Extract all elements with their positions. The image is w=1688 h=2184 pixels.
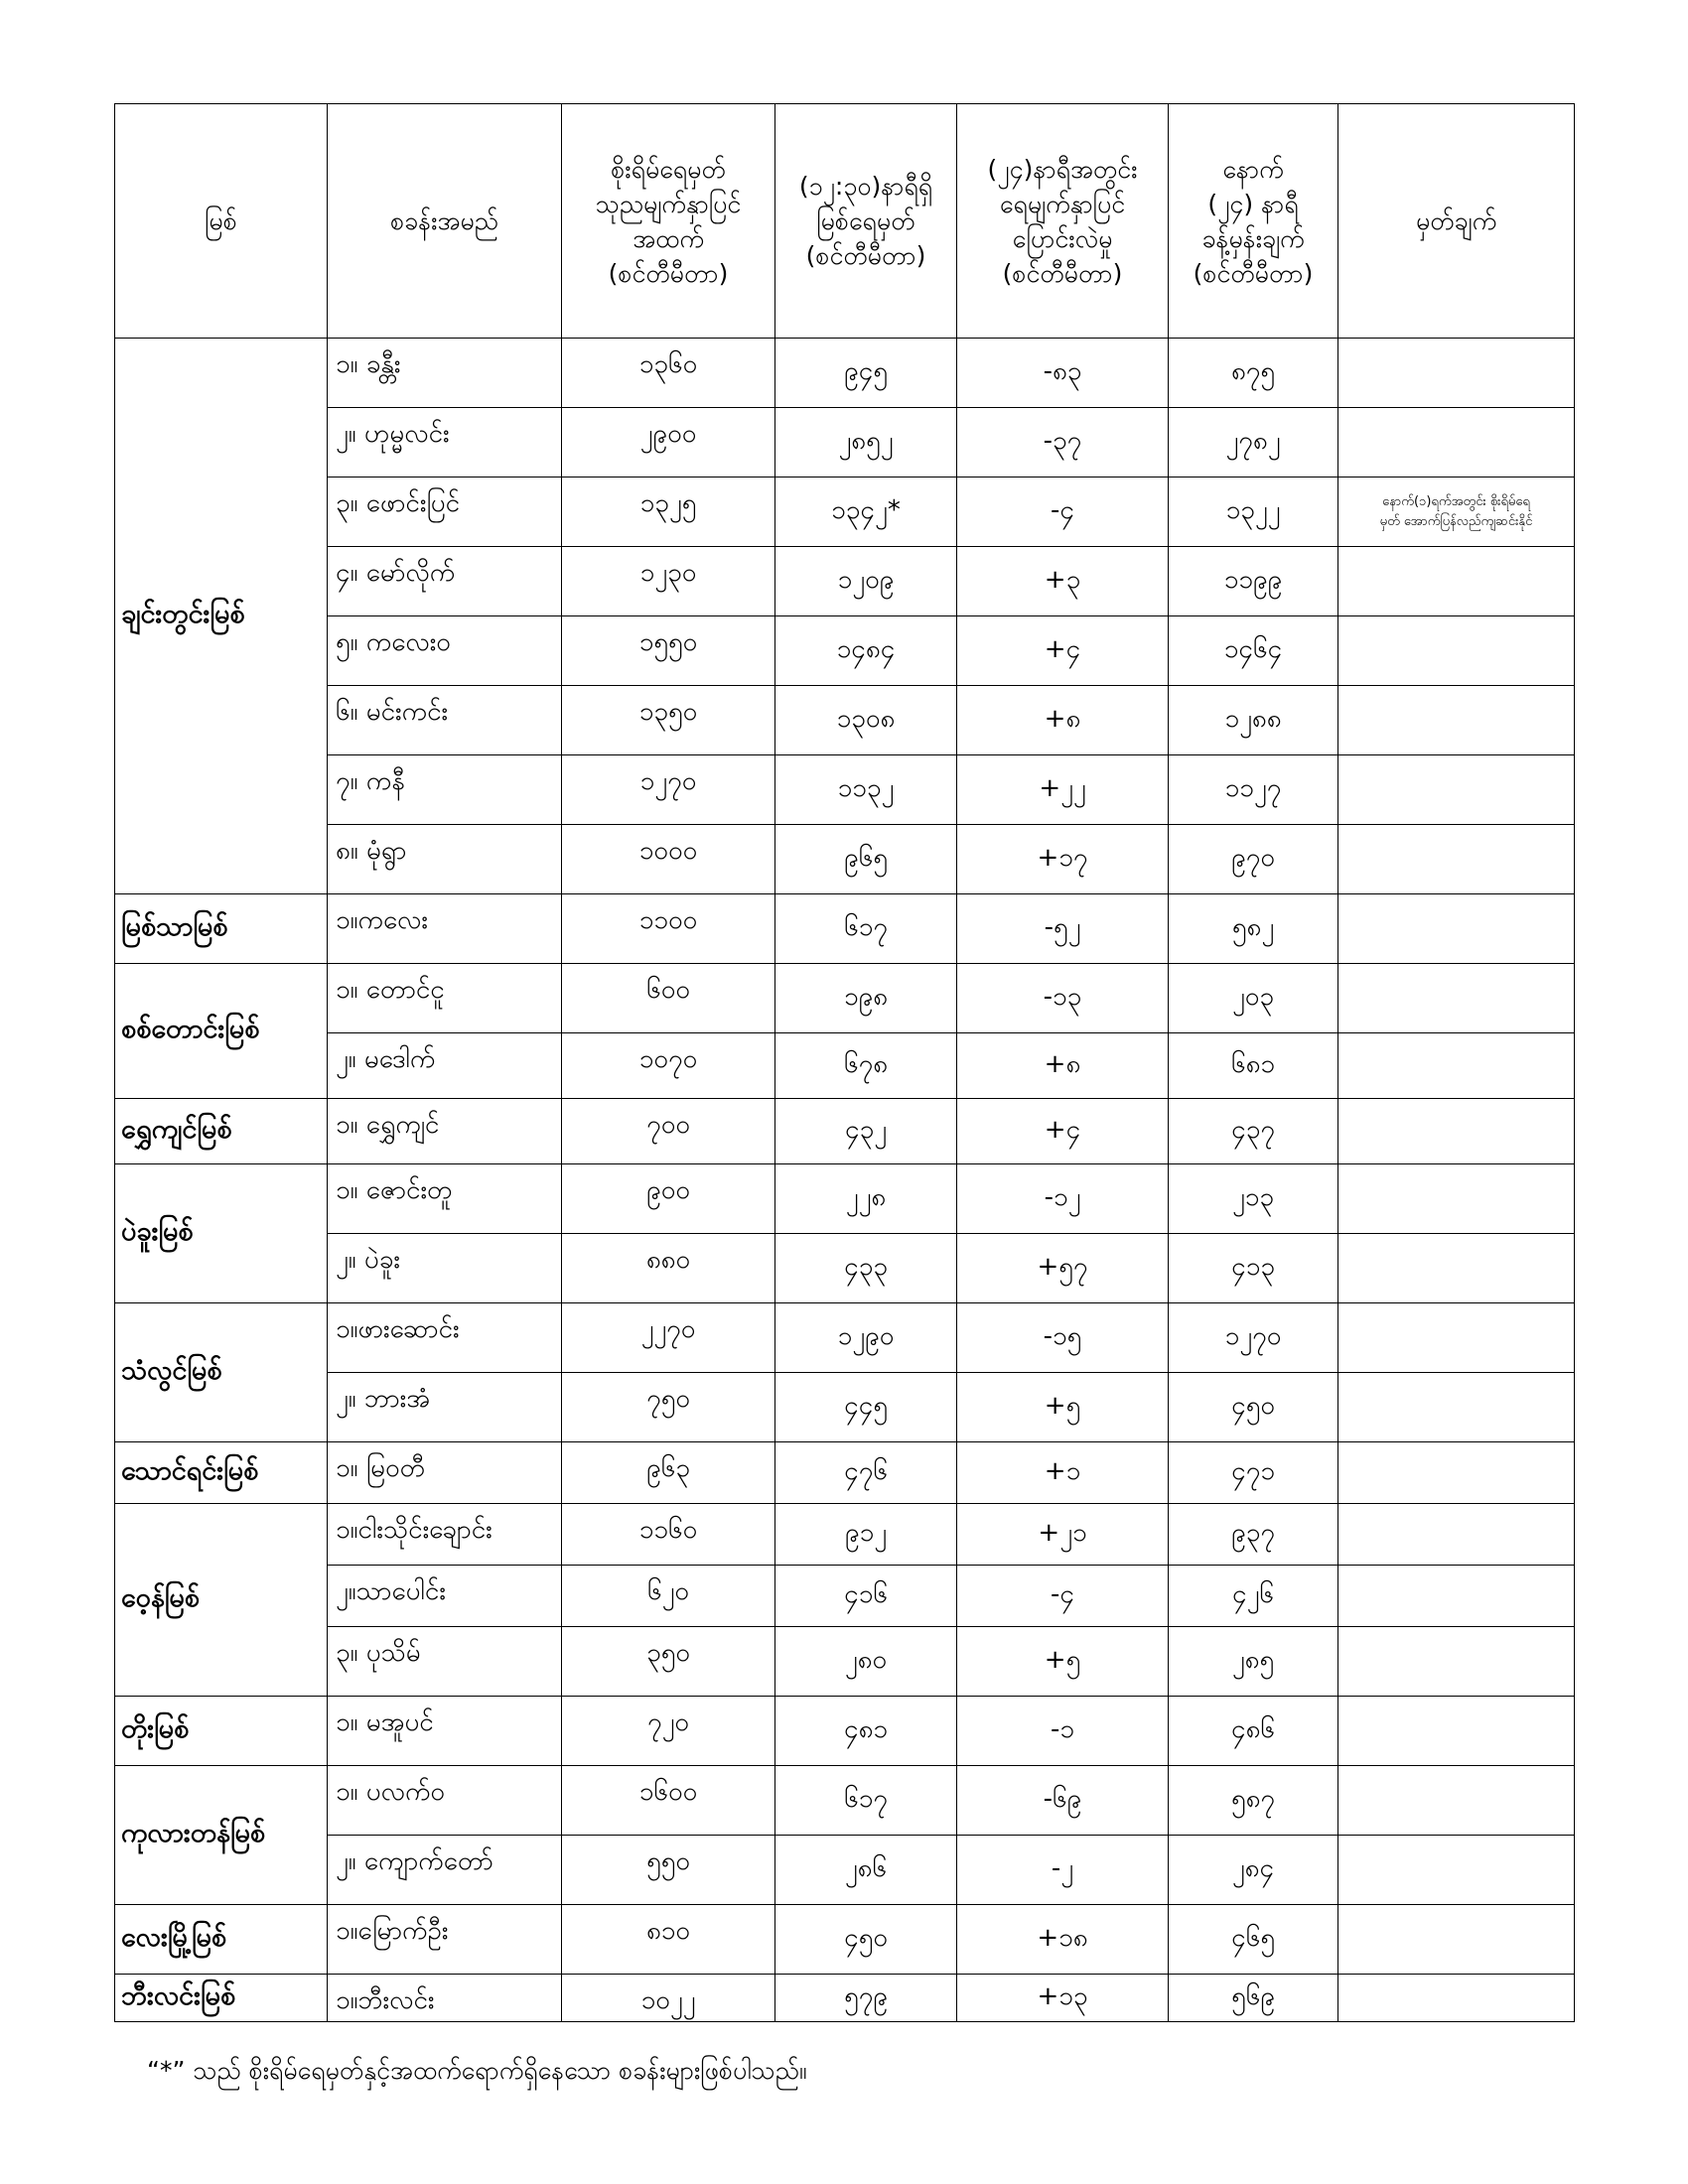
table-row [115,1442,1575,1504]
current-level-cell: ၉၆၅ [775,825,957,894]
table-row [115,1975,1575,2022]
remark-cell [1338,825,1575,894]
forecast-cell: ၂၁၃ [1169,1164,1338,1234]
remark-cell [1338,1033,1575,1099]
table-row [115,1099,1575,1164]
station-cell: ၁။ ဇောင်းတူ [328,1164,562,1234]
change-cell: -၃၇ [957,408,1169,478]
change-cell: +၁၇ [957,825,1169,894]
danger-level-cell: ၁၃၂၅ [562,478,775,547]
footnote: “*” သည် စိုးရိမ်ရေမှတ်နှင့်အထက်ရောက်ရှိနေသော စခန်းများဖြစ်ပါသည်။ [147,2056,807,2085]
remark-cell [1338,1697,1575,1766]
danger-level-cell: ၆၀၀ [562,964,775,1033]
river-name-cell: ဘီးလင်းမြစ် [115,1975,328,2022]
header-change [957,104,1169,339]
station-cell: ၃။ ဖောင်းပြင် [328,478,562,547]
station-cell: ၁။ကလေး [328,894,562,964]
forecast-cell: ၁၂၈၈ [1169,686,1338,755]
table-row [115,1566,1575,1627]
current-level-cell: ၁၂၉၀ [775,1303,957,1373]
current-level-cell: ၅၇၉ [775,1975,957,2022]
forecast-cell: ၁၄၆၄ [1169,616,1338,686]
change-cell: +၃ [957,547,1169,616]
danger-level-cell: ၁၁၀၀ [562,894,775,964]
danger-level-cell: ၁၀၇၀ [562,1033,775,1099]
station-cell: ၁။ ပလက်ဝ [328,1766,562,1836]
remark-cell [1338,1504,1575,1566]
header-line: (စင်တီမီတာ) [805,241,926,270]
station-cell: ၂။ ဘားအံ [328,1373,562,1442]
change-cell: +၈ [957,686,1169,755]
remark-cell [1338,1442,1575,1504]
remark-cell [1338,755,1575,825]
station-cell: ၁။ဖားဆောင်း [328,1303,562,1373]
change-cell: +၂၂ [957,755,1169,825]
station-cell: ၁။ မြဝတီ [328,1442,562,1504]
danger-level-cell: ၁၁၆၀ [562,1504,775,1566]
header-line: (စင်တီမီတာ) [1193,258,1314,288]
table-row [115,894,1575,964]
table-row [115,1504,1575,1566]
river-name-cell: မြစ်သာမြစ် [115,894,328,964]
table-row [115,1697,1575,1766]
forecast-cell: ၁၁၉၉ [1169,547,1338,616]
forecast-cell: ၂၇၈၂ [1169,408,1338,478]
forecast-cell: ၄၁၃ [1169,1234,1338,1303]
station-cell: ၂။ ဟုမ္မလင်း [328,408,562,478]
header-line: ပြောင်းလဲမှု [1012,223,1113,253]
remark-cell [1338,1373,1575,1442]
change-cell: -၅၂ [957,894,1169,964]
change-cell: +၁၃ [957,1975,1169,2022]
station-cell: ၇။ ကနီ [328,755,562,825]
forecast-cell: ၄၃၇ [1169,1099,1338,1164]
current-level-cell: ၄၃၂ [775,1099,957,1164]
header-line: နောက် [1222,154,1284,184]
river-name-cell: သံလွင်မြစ် [115,1303,328,1442]
station-cell: ၅။ ကလေးဝ [328,616,562,686]
change-cell: -၄ [957,478,1169,547]
station-cell: ၁။မြောက်ဦး [328,1905,562,1975]
danger-level-cell: ၇၂၀ [562,1697,775,1766]
change-cell: -၄ [957,1566,1169,1627]
remark-cell [1338,686,1575,755]
header-line: စိုးရိမ်ရေမှတ် [611,154,726,184]
station-cell: ၈။ မုံရွာ [328,825,562,894]
header-remark: မှတ်ချက် [1338,104,1575,339]
danger-level-cell: ၉၀၀ [562,1164,775,1234]
change-cell: -၁၃ [957,964,1169,1033]
current-level-cell: ၆၇၈ [775,1033,957,1099]
table-row [115,478,1575,547]
table-body [115,339,1575,2022]
danger-level-cell: ၁၀၂၂ [562,1975,775,2022]
change-cell: -၁၅ [957,1303,1169,1373]
forecast-cell: ၁၃၂၂ [1169,478,1338,547]
current-level-cell: ၂၈၀ [775,1627,957,1697]
river-name-cell: စစ်တောင်းမြစ် [115,964,328,1099]
current-level-cell: ၁၄၈၄ [775,616,957,686]
danger-level-cell: ၉၆၃ [562,1442,775,1504]
danger-level-cell: ၈၈၀ [562,1234,775,1303]
forecast-cell: ၈၇၅ [1169,339,1338,408]
table-row [115,755,1575,825]
table-row [115,825,1575,894]
forecast-cell: ၅၈၂ [1169,894,1338,964]
river-name-cell: လေးမြို့မြစ် [115,1905,328,1975]
river-name-cell: ကုလားတန်မြစ် [115,1766,328,1905]
table-row [115,1836,1575,1905]
header-line: သုညမျက်နှာပြင် [595,189,742,218]
remark-cell [1338,478,1575,547]
forecast-cell: ၄၈၆ [1169,1697,1338,1766]
danger-level-cell: ၆၂၀ [562,1566,775,1627]
forecast-cell: ၁၂၇၀ [1169,1303,1338,1373]
table-row [115,1033,1575,1099]
danger-level-cell: ၇၀၀ [562,1099,775,1164]
forecast-cell: ၂၀၃ [1169,964,1338,1033]
station-cell: ၂။ မဒေါက် [328,1033,562,1099]
current-level-cell: ၁၂၀၉ [775,547,957,616]
header-line: (၂၄)နာရီအတွင်း [987,154,1138,184]
station-cell: ၁။ငါးသိုင်းချောင်း [328,1504,562,1566]
change-cell: -၈၃ [957,339,1169,408]
header-forecast [1169,104,1338,339]
change-cell: -၂ [957,1836,1169,1905]
header-line: ရေမျက်နှာပြင် [999,189,1126,218]
table-row [115,1766,1575,1836]
table-row [115,547,1575,616]
river-name-cell: တိုးမြစ် [115,1697,328,1766]
header-line: (၁၂:၃၀)နာရီရှိ [798,172,933,201]
current-level-cell: ၁၃၄၂* [775,478,957,547]
station-cell: ၁။ ခန္တီး [328,339,562,408]
river-name-cell: ပဲခူးမြစ် [115,1164,328,1303]
danger-level-cell: ၁၂၃၀ [562,547,775,616]
header-line: မြစ်ရေမှတ် [816,206,915,235]
remark-cell [1338,1766,1575,1836]
forecast-cell: ၁၁၂၇ [1169,755,1338,825]
station-cell: ၁။ ရွှေကျင် [328,1099,562,1164]
remark-cell [1338,1836,1575,1905]
table-row [115,408,1575,478]
river-name-cell: ချင်းတွင်းမြစ် [115,339,328,894]
station-cell: ၂။သာပေါင်း [328,1566,562,1627]
danger-level-cell: ၁၅၅၀ [562,616,775,686]
header-line: ခန့်မှန်းချက် [1201,223,1305,253]
change-cell: -၁၂ [957,1164,1169,1234]
change-cell: +၅၇ [957,1234,1169,1303]
remark-cell [1338,1905,1575,1975]
remark-cell [1338,964,1575,1033]
station-cell: ၁။ဘီးလင်း [328,1975,562,2022]
danger-level-cell: ၈၁၀ [562,1905,775,1975]
remark-cell [1338,1566,1575,1627]
header-station: စခန်းအမည် [328,104,562,339]
danger-level-cell: ၁၂၇၀ [562,755,775,825]
remark-cell [1338,1234,1575,1303]
current-level-cell: ၆၁၇ [775,894,957,964]
current-level-cell: ၁၃၀၈ [775,686,957,755]
current-level-cell: ၆၁၇ [775,1766,957,1836]
table-row [115,686,1575,755]
table-row [115,1303,1575,1373]
current-level-cell: ၄၁၆ [775,1566,957,1627]
change-cell: +၅ [957,1373,1169,1442]
danger-level-cell: ၃၅၀ [562,1627,775,1697]
remark-cell [1338,547,1575,616]
current-level-cell: ၉၄၅ [775,339,957,408]
danger-level-cell: ၁၀၀၀ [562,825,775,894]
header-current-level [775,104,957,339]
header-river: မြစ် [115,104,328,339]
remark-cell [1338,1099,1575,1164]
forecast-cell: ၄၇၁ [1169,1442,1338,1504]
river-name-cell: ရွှေကျင်မြစ် [115,1099,328,1164]
danger-level-cell: ၅၅၀ [562,1836,775,1905]
danger-level-cell: ၇၅၀ [562,1373,775,1442]
remark-cell [1338,1975,1575,2022]
change-cell: +၂၁ [957,1504,1169,1566]
forecast-cell: ၄၂၆ [1169,1566,1338,1627]
current-level-cell: ၁၉၈ [775,964,957,1033]
river-water-level-table [114,103,1575,2022]
station-cell: ၆။ မင်းကင်း [328,686,562,755]
remark-cell [1338,408,1575,478]
header-line: (၂၄) နာရီ [1207,189,1299,218]
remark-cell [1338,1627,1575,1697]
current-level-cell: ၄၃၃ [775,1234,957,1303]
station-cell: ၂။ ပဲခူး [328,1234,562,1303]
forecast-cell: ၅၆၉ [1169,1975,1338,2022]
current-level-cell: ၄၄၅ [775,1373,957,1442]
remark-cell [1338,1303,1575,1373]
table-row [115,964,1575,1033]
danger-level-cell: ၁၆၀၀ [562,1766,775,1836]
header-row [115,104,1575,339]
header-line: (စင်တီမီတာ) [1002,258,1123,288]
remark-cell [1338,894,1575,964]
forecast-cell: ၄၅၀ [1169,1373,1338,1442]
danger-level-cell: ၁၃၅၀ [562,686,775,755]
current-level-cell: ၁၁၃၂ [775,755,957,825]
table-row [115,1373,1575,1442]
river-name-cell: ဝေ့န်မြစ် [115,1504,328,1697]
forecast-cell: ၉၃၇ [1169,1504,1338,1566]
river-name-cell: သောင်ရင်းမြစ် [115,1442,328,1504]
current-level-cell: ၄၇၆ [775,1442,957,1504]
remark-cell [1338,616,1575,686]
change-cell: +၄ [957,1099,1169,1164]
change-cell: +၈ [957,1033,1169,1099]
current-level-cell: ၄၈၁ [775,1697,957,1766]
change-cell: +၅ [957,1627,1169,1697]
station-cell: ၁။ မအူပင် [328,1697,562,1766]
forecast-cell: ၂၈၅ [1169,1627,1338,1697]
remark-line: နောက်(၁)ရက်အတွင်း စိုးရိမ်ရေ [1382,494,1530,509]
change-cell: +၁ [957,1442,1169,1504]
forecast-cell: ၉၇၀ [1169,825,1338,894]
remark-line: မှတ် အောက်ပြန်လည်ကျဆင်းနိုင် [1379,513,1533,529]
station-cell: ၄။ မော်လိုက် [328,547,562,616]
change-cell: -၆၉ [957,1766,1169,1836]
station-cell: ၃။ ပုသိမ် [328,1627,562,1697]
table-row [115,339,1575,408]
danger-level-cell: ၂၉၀၀ [562,408,775,478]
table-row [115,1905,1575,1975]
danger-level-cell: ၁၃၆၀ [562,339,775,408]
table-row [115,1164,1575,1234]
forecast-cell: ၄၆၅ [1169,1905,1338,1975]
table-row [115,1234,1575,1303]
remark-cell [1338,1164,1575,1234]
forecast-cell: ၂၈၄ [1169,1836,1338,1905]
header-danger-level [562,104,775,339]
current-level-cell: ၂၂၈ [775,1164,957,1234]
current-level-cell: ၉၁၂ [775,1504,957,1566]
station-cell: ၁။ တောင်ငူ [328,964,562,1033]
forecast-cell: ၆၈၁ [1169,1033,1338,1099]
change-cell: -၁ [957,1697,1169,1766]
change-cell: +၄ [957,616,1169,686]
danger-level-cell: ၂၂၇၀ [562,1303,775,1373]
change-cell: +၁၈ [957,1905,1169,1975]
header-line: (စင်တီမီတာ) [608,258,729,288]
remark-cell [1338,339,1575,408]
current-level-cell: ၂၈၆ [775,1836,957,1905]
station-cell: ၂။ ကျောက်တော် [328,1836,562,1905]
forecast-cell: ၅၈၇ [1169,1766,1338,1836]
table-row [115,1627,1575,1697]
table-row [115,616,1575,686]
current-level-cell: ၂၈၅၂ [775,408,957,478]
current-level-cell: ၄၅၀ [775,1905,957,1975]
header-line: အထက် [633,223,704,253]
